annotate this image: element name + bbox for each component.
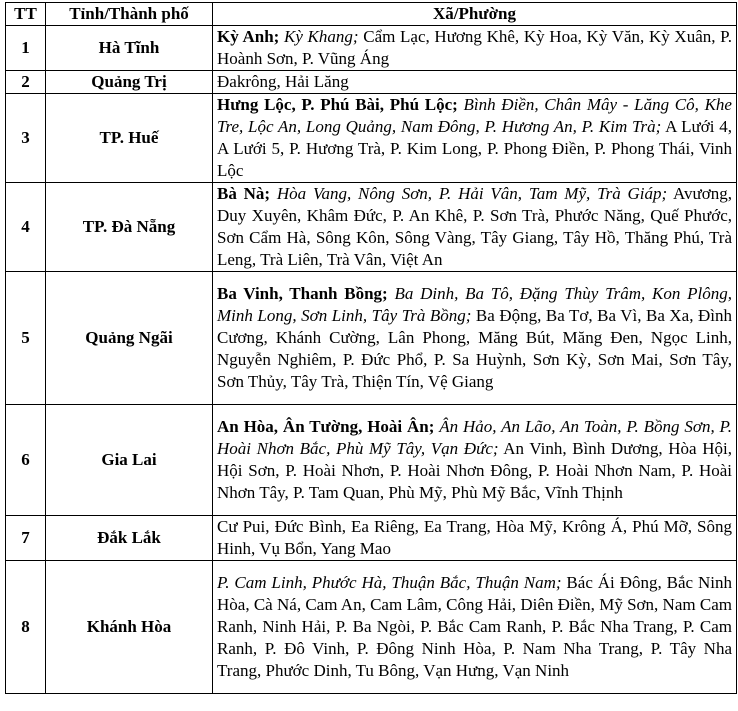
wards-normal: Ba Động, Ba Tơ, Ba Vì, Ba Xa, Đình Cương, Khánh Cường, Lân Phong, Măng Bút, Măng Đen, Ngọc Linh, Nguyễn Nghiêm, P. Đức Phổ, P. Sa Huỳnh, Sơn Kỳ, Sơn Mai, Sơn Tây, Sơn Thủy, Tây Trà, Thiện Tín, Vệ Giang	[217, 306, 732, 391]
row-number: 8	[6, 561, 46, 694]
table-row	[6, 26, 737, 71]
province-name: Quảng Ngãi	[46, 272, 213, 405]
province-name: TP. Huế	[46, 94, 213, 183]
wards-bold: Kỳ Anh;	[217, 27, 280, 46]
header-wards: Xã/Phường	[213, 3, 737, 26]
row-number: 2	[6, 71, 46, 94]
wards-normal: A Lưới 4, A Lưới 5, P. Hương Trà, P. Kim Long, P. Phong Điền, P. Phong Thái, Vinh Lộc	[217, 117, 732, 180]
row-number: 7	[6, 516, 46, 561]
wards-bold: Ba Vinh, Thanh Bồng;	[217, 284, 388, 303]
wards-normal: Cẩm Lạc, Hương Khê, Kỳ Hoa, Kỳ Văn, Kỳ Xuân, P. Hoành Sơn, P. Vũng Áng	[217, 27, 732, 68]
province-name: Quảng Trị	[46, 71, 213, 94]
wards-bold: Hưng Lộc, P. Phú Bài, Phú Lộc;	[217, 95, 458, 114]
wards-cell	[213, 561, 737, 694]
wards-normal: Avương, Duy Xuyên, Khâm Đức, P. An Khê, P. Sơn Trà, Phước Năng, Quế Phước, Sơn Cẩm Hà, Sông Kôn, Sông Vàng, Tây Giang, Tây Hồ, Thăng Phú, Trà Leng, Trà Liên, Trà Vân, Việt An	[217, 184, 733, 269]
wards-normal: Cư Pui, Đức Bình, Ea Riêng, Ea Trang, Hòa Mỹ, Krông Á, Phú Mỡ, Sông Hinh, Vụ Bổn, Yang Mao	[217, 517, 732, 558]
wards-cell	[213, 26, 737, 71]
wards-cell	[213, 405, 737, 516]
wards-italic: Kỳ Khang;	[279, 27, 359, 46]
province-name: TP. Đà Nẵng	[46, 183, 213, 272]
province-name: Đắk Lắk	[46, 516, 213, 561]
row-number: 4	[6, 183, 46, 272]
row-number: 5	[6, 272, 46, 405]
table-row	[6, 183, 737, 272]
wards-italic: P. Cam Linh, Phước Hà, Thuận Bắc, Thuận Nam;	[217, 573, 562, 592]
wards-bold: An Hòa, Ân Tường, Hoài Ân;	[217, 417, 435, 436]
wards-bold: Bà Nà;	[217, 184, 271, 203]
wards-cell	[213, 71, 737, 94]
row-number: 6	[6, 405, 46, 516]
table-row	[6, 71, 737, 94]
wards-normal: Đakrông, Hải Lăng	[217, 72, 349, 91]
province-name: Hà Tĩnh	[46, 26, 213, 71]
wards-italic: Ân Hảo, An Lão, An Toàn, P. Bồng Sơn, P. Hoài Nhơn Bắc, Phù Mỹ Tây, Vạn Đức;	[217, 417, 732, 458]
header-province: Tỉnh/Thành phố	[46, 3, 213, 26]
header-row	[6, 3, 737, 26]
wards-normal: Bác Ái Đông, Bắc Ninh Hòa, Cà Ná, Cam An, Cam Lâm, Công Hải, Diên Điền, Mỹ Sơn, Nam Cam Ranh, Ninh Hải, P. Ba Ngòi, P. Bắc Cam Ranh, P. Bắc Nha Trang, P. Cam Ranh, P. Đô Vinh, P. Đông Ninh Hòa, P. Nam Nha Trang, P. Tây Nha Trang, Phước Dinh, Tu Bông, Vạn Hưng, Vạn Ninh	[217, 573, 732, 680]
table-row	[6, 94, 737, 183]
row-number: 3	[6, 94, 46, 183]
table-row	[6, 272, 737, 405]
wards-italic: Ba Dinh, Ba Tô, Đặng Thùy Trâm, Kon Plông, Minh Long, Sơn Linh, Tây Trà Bồng;	[217, 284, 732, 325]
wards-cell	[213, 516, 737, 561]
table-row	[6, 561, 737, 694]
province-name: Khánh Hòa	[46, 561, 213, 694]
table-row	[6, 405, 737, 516]
wards-cell	[213, 183, 737, 272]
province-wards-table	[5, 2, 737, 694]
table-row	[6, 516, 737, 561]
wards-cell	[213, 272, 737, 405]
province-name: Gia Lai	[46, 405, 213, 516]
wards-italic: Hòa Vang, Nông Sơn, P. Hải Vân, Tam Mỹ, Trà Giáp;	[270, 184, 668, 203]
wards-cell	[213, 94, 737, 183]
wards-normal: An Vinh, Bình Dương, Hòa Hội, Hội Sơn, P. Hoài Nhơn, P. Hoài Nhơn Đông, P. Hoài Nhơn Nam, P. Hoài Nhơn Tây, P. Tam Quan, Phù Mỹ, Phù Mỹ Bắc, Vĩnh Thịnh	[217, 439, 732, 502]
row-number: 1	[6, 26, 46, 71]
header-tt: TT	[6, 3, 46, 26]
wards-italic: Bình Điền, Chân Mây - Lăng Cô, Khe Tre, Lộc An, Long Quảng, Nam Đông, P. Hương An, P. Kim Trà;	[217, 95, 732, 136]
